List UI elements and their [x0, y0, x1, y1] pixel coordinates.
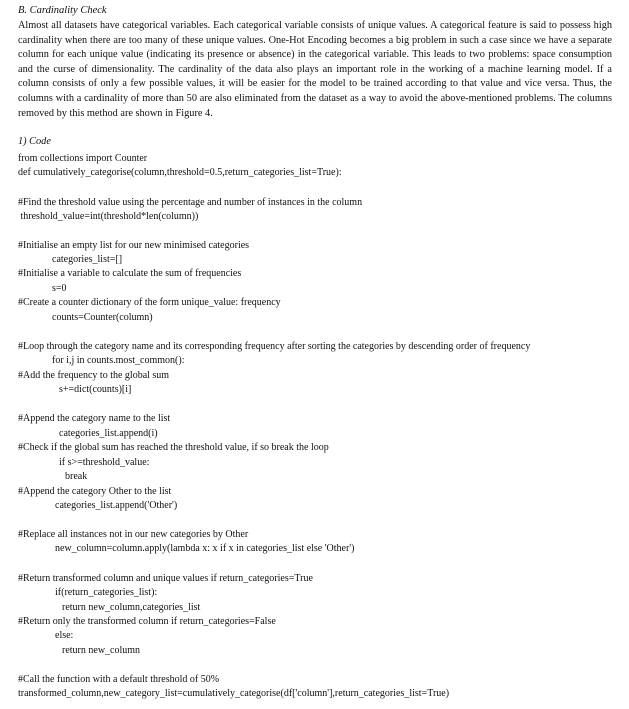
code-comment: #Initialise an empty list for our new minimised categories — [18, 240, 250, 251]
code-line: return new_column — [62, 645, 141, 656]
code-comment: #Return only the transformed column if return_categories=False — [18, 616, 276, 627]
code-comment: #Loop through the category name and its corresponding frequency after sorting the categories by descending order of frequency — [18, 341, 531, 352]
code-line: if s>=threshold_value: — [59, 457, 150, 468]
code-comment: #Check if the global sum has reached the threshold value, if so break the loop — [18, 442, 329, 453]
code-line: transformed_column,new_category_list=cumulatively_categorise(df['column'],return_categories_list=True) — [18, 688, 450, 699]
code-comment: #Append the category Other to the list — [18, 486, 172, 497]
code-comment: #Append the category name to the list — [18, 413, 171, 424]
code-line: categories_list.append('Other') — [55, 500, 178, 511]
code-line: if(return_categories_list): — [55, 587, 158, 598]
code-line: def cumulatively_categorise(column,threshold=0.5,return_categories_list=True): — [18, 167, 342, 178]
code-line: new_column=column.apply(lambda x: x if x in categories_list else 'Other') — [55, 543, 355, 554]
code-line: from collections import Counter — [18, 153, 148, 164]
code-line: else: — [55, 630, 74, 641]
section-paragraph: Almost all datasets have categorical variables. Each categorical variable consists of unique values. A categorical feature is said to possess high cardinality when there are too many of these unique values. One-Hot Encoding becomes a big problem in such a case since we have a separate column for each unique value (indicating its presence or absence) in the categorical variable. This leads to two problems: space consumption and the curse of dimensionality. The cardinality of the data also plays an important role in the working of a machine learning model. If a column consists of only a few possible values, it will be easier for the model to be trained according to that value and vice versa. Thus, the columns with a cardinality of more than 50 are also eliminated from the dataset as a way to avoid the above-mentioned problems. The columns removed by this method are shown in Figure 4. — [18, 20, 612, 119]
code-line: break — [65, 471, 88, 482]
code-comment: #Create a counter dictionary of the form unique_value: frequency — [18, 297, 281, 308]
code-comment: #Add the frequency to the global sum — [18, 370, 170, 381]
code-line: counts=Counter(column) — [52, 312, 153, 323]
section-heading: B. Cardinality Check — [18, 5, 107, 16]
code-line: categories_list=[] — [52, 254, 123, 265]
code-subheading: 1) Code — [18, 136, 51, 147]
code-line: categories_list.append(i) — [59, 428, 158, 439]
code-line: for i,j in counts.most_common(): — [52, 355, 185, 366]
code-comment: #Return transformed column and unique values if return_categories=True — [18, 573, 313, 584]
code-comment: #Call the function with a default threshold of 50% — [18, 674, 220, 685]
code-comment: #Find the threshold value using the percentage and number of instances in the column — [18, 197, 363, 208]
code-line: s=0 — [52, 283, 67, 294]
code-comment: #Initialise a variable to calculate the sum of frequencies — [18, 268, 242, 279]
code-line: threshold_value=int(threshold*len(column)) — [18, 211, 199, 222]
code-line: return new_column,categories_list — [62, 602, 201, 613]
code-line: s+=dict(counts)[i] — [59, 384, 132, 395]
code-comment: #Replace all instances not in our new categories by Other — [18, 529, 249, 540]
